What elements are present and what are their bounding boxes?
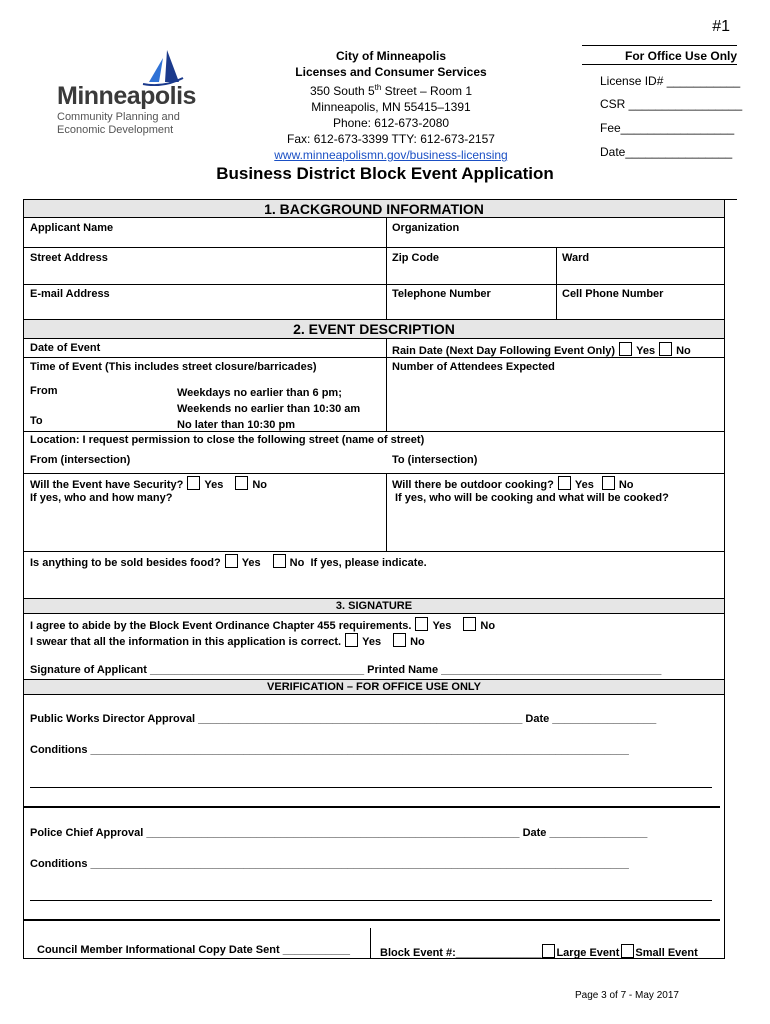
section1-header: 1. BACKGROUND INFORMATION xyxy=(23,199,725,218)
section3-header: 3. SIGNATURE xyxy=(23,598,725,614)
swear-yes-checkbox[interactable] xyxy=(345,633,358,647)
logo-wordmark: Minneapolis xyxy=(57,82,196,110)
date-of-event-label: Date of Event xyxy=(30,342,101,354)
telephone-label: Telephone Number xyxy=(392,288,491,300)
security-follow-up: If yes, who and how many? xyxy=(30,492,173,504)
swear-statement: I swear that all the information in this application is correct. Yes No xyxy=(30,633,425,648)
rain-date-no-checkbox[interactable] xyxy=(659,342,672,356)
rain-date-row: Rain Date (Next Day Following Event Only) Yes No xyxy=(392,342,691,357)
security-question: Will the Event have Security? Yes No xyxy=(30,476,267,491)
police-chief-approval-field[interactable]: Police Chief Approval _____________________________________________________________ Date ________________ xyxy=(30,827,648,839)
security-no-checkbox[interactable] xyxy=(235,476,248,490)
block-event-row: Block Event #:______________ Large Event Small Event xyxy=(380,944,698,959)
form-title: Business District Block Event Application xyxy=(216,164,554,183)
public-works-approval-field[interactable]: Public Works Director Approval _____________________________________________________ Date _________________ xyxy=(30,713,657,725)
from-time-label: From xyxy=(30,385,58,397)
sold-no-checkbox[interactable] xyxy=(273,554,286,568)
cooking-no-checkbox[interactable] xyxy=(602,476,615,490)
csr-field[interactable]: CSR _________________ xyxy=(600,97,743,111)
header-city-zip: Minneapolis, MN 55415–1391 xyxy=(311,100,471,114)
date-field[interactable]: Date________________ xyxy=(600,145,733,159)
large-event-checkbox[interactable] xyxy=(542,944,555,958)
attendees-label: Number of Attendees Expected xyxy=(392,361,555,373)
agency-header xyxy=(260,48,522,163)
signature-line[interactable]: Signature of Applicant ___________________________________ Printed Name ____________________________________ xyxy=(30,664,662,676)
ward-label: Ward xyxy=(562,252,590,264)
cooking-follow-up: If yes, who will be cooking and what will be cooked? xyxy=(395,492,669,504)
sold-yes-checkbox[interactable] xyxy=(225,554,238,568)
minneapolis-logo xyxy=(55,44,196,144)
sailboat-icon xyxy=(55,44,185,86)
applicant-name-label: Applicant Name xyxy=(30,222,114,234)
to-time-label: To xyxy=(30,415,43,427)
time-rules: Weekdays no earlier than 6 pm; Weekends no earlier than 10:30 am No later than 10:30 pm xyxy=(177,387,361,431)
website-link[interactable]: www.minneapolismn.gov/business-licensing xyxy=(274,148,508,162)
cooking-yes-checkbox[interactable] xyxy=(558,476,571,490)
sold-question: Is anything to be sold besides food? Yes No If yes, please indicate. xyxy=(30,554,427,569)
to-intersection-label: To (intersection) xyxy=(392,454,478,466)
zip-code-label: Zip Code xyxy=(392,252,440,264)
section2-header: 2. EVENT DESCRIPTION xyxy=(23,319,725,339)
from-intersection-label: From (intersection) xyxy=(30,454,131,466)
logo-tagline-1: Community Planning and xyxy=(57,111,180,123)
conditions-field-1[interactable]: Conditions ________________________________________________________________________________________ xyxy=(30,744,629,756)
cell-phone-label: Cell Phone Number xyxy=(562,288,664,300)
fee-field[interactable]: Fee_________________ xyxy=(600,121,735,135)
time-of-event-label: Time of Event (This includes street closure/barricades) xyxy=(30,361,317,373)
rain-date-yes-checkbox[interactable] xyxy=(619,342,632,356)
header-department: Licenses and Consumer Services xyxy=(295,65,487,79)
header-city: City of Minneapolis xyxy=(335,49,446,63)
location-label: Location: I request permission to close the following street (name of street) xyxy=(30,434,425,446)
header-fax: Fax: 612-673-3399 TTY: 612-673-2157 xyxy=(287,132,495,146)
form-frame xyxy=(23,199,725,959)
page-footer: Page 3 of 7 - May 2017 xyxy=(575,990,679,1001)
swear-no-checkbox[interactable] xyxy=(393,633,406,647)
logo-tagline-2: Economic Development xyxy=(57,124,174,136)
security-yes-checkbox[interactable] xyxy=(187,476,200,490)
agree-statement: I agree to abide by the Block Event Ordinance Chapter 455 requirements. Yes No xyxy=(30,617,495,632)
agree-no-checkbox[interactable] xyxy=(463,617,476,631)
organization-label: Organization xyxy=(392,222,460,234)
verification-header: VERIFICATION – FOR OFFICE USE ONLY xyxy=(23,679,725,695)
street-address-label: Street Address xyxy=(30,252,108,264)
conditions-field-2[interactable]: Conditions ________________________________________________________________________________________ xyxy=(30,858,629,870)
agree-yes-checkbox[interactable] xyxy=(415,617,428,631)
header-street: 350 South 5th Street – Room 1 xyxy=(309,83,473,98)
council-copy-date-field[interactable]: Council Member Informational Copy Date Sent ___________ xyxy=(37,944,350,956)
block-event-number-field[interactable]: Block Event #:______________ xyxy=(380,947,542,959)
cooking-question: Will there be outdoor cooking? Yes No xyxy=(392,476,633,491)
small-event-checkbox[interactable] xyxy=(621,944,634,958)
license-id-field[interactable]: License ID# ___________ xyxy=(600,74,741,88)
page-number-tag: #1 xyxy=(712,18,730,35)
office-use-title: For Office Use Only xyxy=(625,49,738,63)
email-label: E-mail Address xyxy=(30,288,110,300)
header-phone: Phone: 612-673-2080 xyxy=(332,116,450,130)
